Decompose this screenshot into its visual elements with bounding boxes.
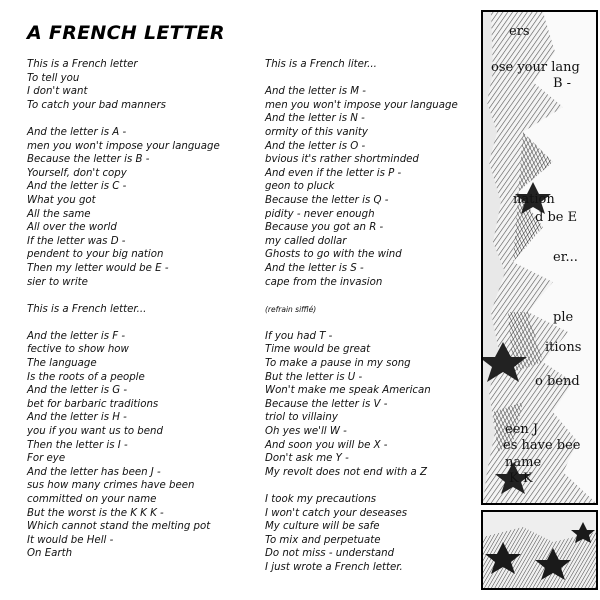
artwork-fragment: een J	[505, 422, 539, 437]
lyric-line: I took my precautions	[265, 494, 377, 505]
artwork-fragment: ple	[553, 310, 574, 325]
lyric-line: Yourself, don't copy	[27, 167, 127, 179]
lyric-line: And the letter is H -	[27, 412, 127, 424]
lyric-line: Because the letter is B -	[27, 154, 150, 166]
stanza	[265, 58, 475, 72]
artwork-fragment: K K	[509, 471, 533, 486]
artwork-fragment: o bend	[535, 374, 580, 389]
lyric-line: What you got	[27, 194, 96, 206]
stars-artwork	[481, 510, 598, 590]
lyric-line: Won't make me speak American	[265, 385, 431, 397]
stanza	[265, 493, 475, 575]
lyric-line: And the letter is F -	[27, 330, 126, 342]
lyric-line: My revolt does not end with a Z	[265, 466, 428, 478]
lyric-line: And the letter is O -	[265, 140, 366, 152]
lyric-line: sier to write	[27, 276, 88, 288]
lyric-line: Which cannot stand the melting pot	[27, 521, 211, 533]
lyric-line: I don't want	[27, 86, 88, 98]
stanza	[265, 330, 475, 480]
lyric-line: pendent to your big nation	[27, 249, 164, 261]
lyric-line: And the letter has been J -	[27, 466, 161, 478]
lyric-line: triol to villainy	[265, 412, 338, 424]
lyric-line: It would be Hell -	[27, 534, 114, 546]
lyric-line: (refrain sifflé)	[265, 304, 317, 314]
artwork-fragment: itions	[545, 340, 582, 355]
lyric-line: And the letter is M -	[265, 86, 366, 98]
lyrics-column-right	[265, 58, 475, 588]
lyric-line: But the worst is the K K K -	[27, 507, 164, 519]
lyric-line: But the letter is U -	[265, 371, 363, 383]
lyric-line: Then my letter would be E -	[27, 262, 169, 274]
lyric-line: you if you want us to bend	[27, 426, 163, 438]
lyric-line: And the letter is C -	[27, 181, 127, 193]
lyric-line: This is a French letter...	[27, 303, 147, 315]
lyric-line: To catch your bad manners	[27, 99, 166, 111]
lyric-line: pidity - never enough	[265, 208, 375, 220]
lyric-line: Because the letter is Q -	[265, 194, 389, 206]
lyric-line: If you had T -	[265, 330, 333, 342]
stanza	[265, 85, 475, 289]
artwork-fragment: er...	[553, 250, 578, 265]
lyric-line: And the letter is A -	[27, 126, 127, 138]
lyric-line: I won't catch your deseases	[265, 507, 408, 519]
lyric-line: Ghosts to go with the wind	[265, 249, 402, 261]
lyric-line: To mix and perpetuate	[265, 534, 381, 546]
lyric-line: Don't ask me Y -	[265, 453, 349, 465]
torn-letter-artwork	[481, 10, 598, 505]
lyric-line: The language	[27, 358, 97, 370]
lyric-line: bet for barbaric traditions	[27, 398, 159, 410]
lyric-line: Is the roots of a people	[27, 371, 145, 383]
stanza	[27, 330, 252, 561]
lyric-line: This is a French liter...	[265, 59, 377, 70]
lyric-line: Do not miss - understand	[265, 548, 395, 560]
lyric-line: All over the world	[27, 222, 117, 234]
lyric-line: For eye	[27, 453, 66, 465]
lyrics-title: A FRENCH LETTER	[27, 22, 225, 44]
lyric-line: Then the letter is I -	[27, 439, 128, 451]
lyric-line: If the letter was D -	[27, 235, 126, 247]
artwork-fragment: ose your lang	[491, 60, 580, 75]
lyric-line: I just wrote a French letter.	[265, 561, 403, 573]
lyric-line: Time would be great	[265, 344, 371, 356]
lyric-line: On Earth	[27, 548, 73, 560]
lyric-line: men you won't impose your language	[265, 99, 458, 111]
artwork-fragment: d be E	[535, 210, 578, 225]
artwork-fragment: es have bee	[503, 438, 581, 453]
lyric-line: my called dollar	[265, 235, 347, 247]
lyric-line: cape from the invasion	[265, 276, 383, 288]
artwork-fragment: nation	[513, 192, 555, 207]
lyric-line: To tell you	[27, 72, 80, 84]
lyric-line: My culture will be safe	[265, 521, 380, 533]
lyric-line: All the same	[27, 208, 91, 220]
stanza	[27, 126, 252, 289]
stanza	[27, 58, 252, 112]
lyric-line: geon to pluck	[265, 181, 335, 193]
lyric-line: And the letter is S -	[265, 262, 364, 274]
lyric-line: sus how many crimes have been	[27, 480, 195, 492]
stars-illustration	[483, 512, 596, 588]
lyric-line: bvious it's rather shortminded	[265, 154, 419, 166]
artwork-fragment: ers	[509, 24, 530, 39]
lyric-line: Because the letter is V -	[265, 398, 388, 410]
artwork-fragment: B -	[553, 76, 572, 91]
stanza	[27, 303, 252, 317]
lyrics-column-left	[27, 58, 252, 575]
lyric-line: committed on your name	[27, 494, 157, 505]
lyric-line: To make a pause in my song	[265, 358, 411, 370]
lyric-line: ormity of this vanity	[265, 126, 368, 138]
lyric-line: Oh yes we'll W -	[265, 426, 347, 438]
lyric-line: And the letter is N -	[265, 113, 365, 125]
lyric-line: fective to show how	[27, 344, 129, 356]
lyric-line: men you won't impose your language	[27, 140, 220, 152]
lyric-line: And the letter is G -	[27, 385, 128, 397]
artwork-fragment: name	[505, 455, 542, 470]
lyric-line: And soon you will be X -	[265, 439, 388, 451]
lyric-line: Because you got an R -	[265, 222, 384, 234]
stanza	[265, 303, 475, 317]
torn-paper-illustration	[483, 12, 596, 503]
lyric-line: This is a French letter	[27, 59, 138, 70]
lyric-line: And even if the letter is P -	[265, 167, 402, 179]
